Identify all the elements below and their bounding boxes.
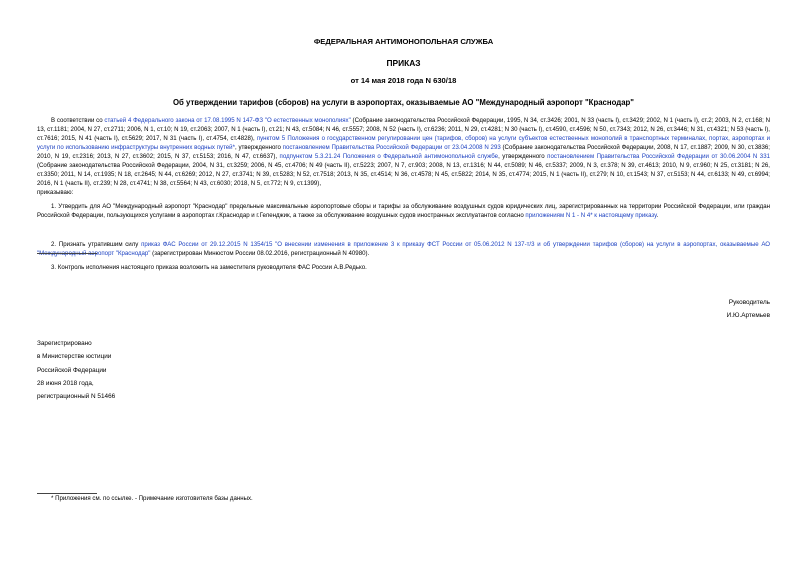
agency-name: ФЕДЕРАЛЬНАЯ АНТИМОНОПОЛЬНАЯ СЛУЖБА <box>313 37 494 46</box>
fas-regulation-link[interactable]: подпунктом 5.3.21.24 Положения о Федеральной антимонопольной службе <box>279 153 499 161</box>
footnote-divider-bottom <box>37 493 97 494</box>
preamble-text: В соответствии со <box>51 117 105 124</box>
document-type: ПРИКАЗ <box>386 58 421 68</box>
regulation-link[interactable]: пунктом 5 Положения о государственном регулировании цен (тарифов, сборов) на услуги субъектов естественных монополий в транспортных терминалах, портах, аэропортах и услуги по использованию инфраструктуры внутренних водных путей* <box>37 135 770 152</box>
law-link[interactable]: статьей 4 Федерального закона от 17.08.1995 N 147-ФЗ "О естественных монополиях" <box>104 117 351 124</box>
repealed-order-link[interactable]: приказ ФАС России от 29.12.2015 N 1354/15 "О внесении изменения в приложение 3 к приказу ФСТ России от 05.06.2012 N 137-т/3 и об утверждении тарифов (сборов) на услуги в аэропортах, оказываемые АО "Международный аэропорт "Краснодар" <box>37 240 771 257</box>
signatory-title: Руководитель <box>728 299 770 306</box>
decree-331-link[interactable]: постановлением Правительства Российской Федерации от 30.06.2004 N 331 <box>547 153 770 161</box>
footnote-divider <box>37 253 97 254</box>
preamble-text: , утвержденного <box>234 144 283 152</box>
appendix-link[interactable]: приложениям N 1 - N 4* к настоящему приказу <box>525 212 657 220</box>
preamble-paragraph <box>37 116 770 188</box>
item-1-end: . <box>656 212 659 220</box>
document-date-number: от 14 мая 2018 года N 630/18 <box>350 76 457 85</box>
preamble-text: , утвержденного <box>498 153 548 161</box>
decree-293-link[interactable]: постановлением Правительства Российской Федерации от 23.04.2008 N 293 <box>282 144 501 152</box>
registration-line: Российской Федерации <box>37 366 107 374</box>
item-2-end: (зарегистрирован Минюстом России 08.02.2016, регистрационный N 40980). <box>150 249 370 257</box>
registration-line: Зарегистрировано <box>37 340 92 347</box>
registration-line: в Министерстве юстиции <box>37 353 112 361</box>
order-item-3: 3. Контроль исполнения настоящего приказа возложить на заместителя руководителя ФАС России А.В.Редько. <box>51 263 367 271</box>
order-item-1 <box>37 202 770 220</box>
document-body <box>37 116 770 272</box>
registration-line: регистрационный N 51466 <box>37 393 116 401</box>
footnote: * Приложения см. по ссылке. - Примечание изготовителя базы данных. <box>51 495 253 502</box>
preamble-text: (Собрание законодательства Российской Федерации, 2004, N 31, ст.3259; 2006, N 45, ст.4706; N 49 (часть II), ст.5223; 2007, N 7, ст.903; 2008, N 13, ст.1316; N 44, ст.5089; N 46, ст.5337; 2009, N 3, ст.378; N 39, ст.4613; 2010, N 9, ст.960; N 25, ст.3181; N 26, ст.3350; 2011, N 14, ст.1935; N 18, ст.2645; N 44, ст.6269; 2012, N 27, ст.3741; N 39, ст.5283; N 52, ст.7518; 2013, N 35, ст.4514; N 36, ст.4578; N 45, ст.5822; 2014, N 35, ст.4774; 2015, N 1 (часть II), ст.279; N 10, ст.1543; N 37, ст.5153; N 44, ст.6133; N 49, ст.6994; 2016, N 1 (часть II), ст.239; N 28, ст.4741; N 38, ст.5564; N 43, ст.6030; 2018, N 5, ст.772; N 9, ст.1399), <box>37 162 770 188</box>
preamble-text: (Собрание законодательства Российской Федерации, 1995, N 34, ст.3426; 2001, N 33 (часть I), ст.3429; 2002, N 1 (часть I), ст.2; 2003, N 2, ст.168; N 13, ст.1181; 2004, N 27, ст.2711; 2006, N 1, ст.10; N 19, ст.2063; 2007, N 1 (часть I), ст.21; N 43, ст.5084; N 46, ст.5557; 2008, N 52 (часть I), ст.6236; 2011, N 29, ст.4281; N 30 (часть I), ст.4590, ст.4596; N 50, ст.7343; 2012, N 26, ст.3446; N 31, ст.4321; N 53 (часть I), ст.7616; 2015, N 41 (часть I), ст.5629; 2017, N 31 (часть I), ст.4754, ст.4828), <box>37 117 770 143</box>
document-title: Об утверждении тарифов (сборов) на услуги в аэропортах, оказываемые АО "Международный аэропорт "Краснодар" <box>172 98 634 107</box>
order-word: приказываю: <box>37 189 74 197</box>
order-item-2 <box>37 240 770 258</box>
item-1-text: 1. Утвердить для АО "Международный аэропорт "Краснодар" предельные максимальные аэропортовые сборы и тарифы за обслуживание воздушных судов юридических лиц, зарегистрированных на территории Российской Федерации, или граждан Российской Федерации, пользующихся услугами в аэропортах г.Краснодар и г.Геленджик, а также за обслуживание воздушных судов иностранных эксплуатантов согласно <box>37 203 770 220</box>
registration-line: 28 июня 2018 года, <box>37 379 94 387</box>
item-2-text: 2. Признать утратившим силу <box>51 240 142 248</box>
registration-block <box>37 337 115 403</box>
preamble-text: (Собрание законодательства Российской Федерации, 2008, N 17, ст.1887; 2009, N 30, ст.3836; 2010, N 19, ст.2316; 2013, N 27, ст.3602; 2015, N 37, ст.5153; 2016, N 47, ст.6637), <box>37 144 770 161</box>
signatory-name: И.Ю.Артемьев <box>726 312 770 319</box>
